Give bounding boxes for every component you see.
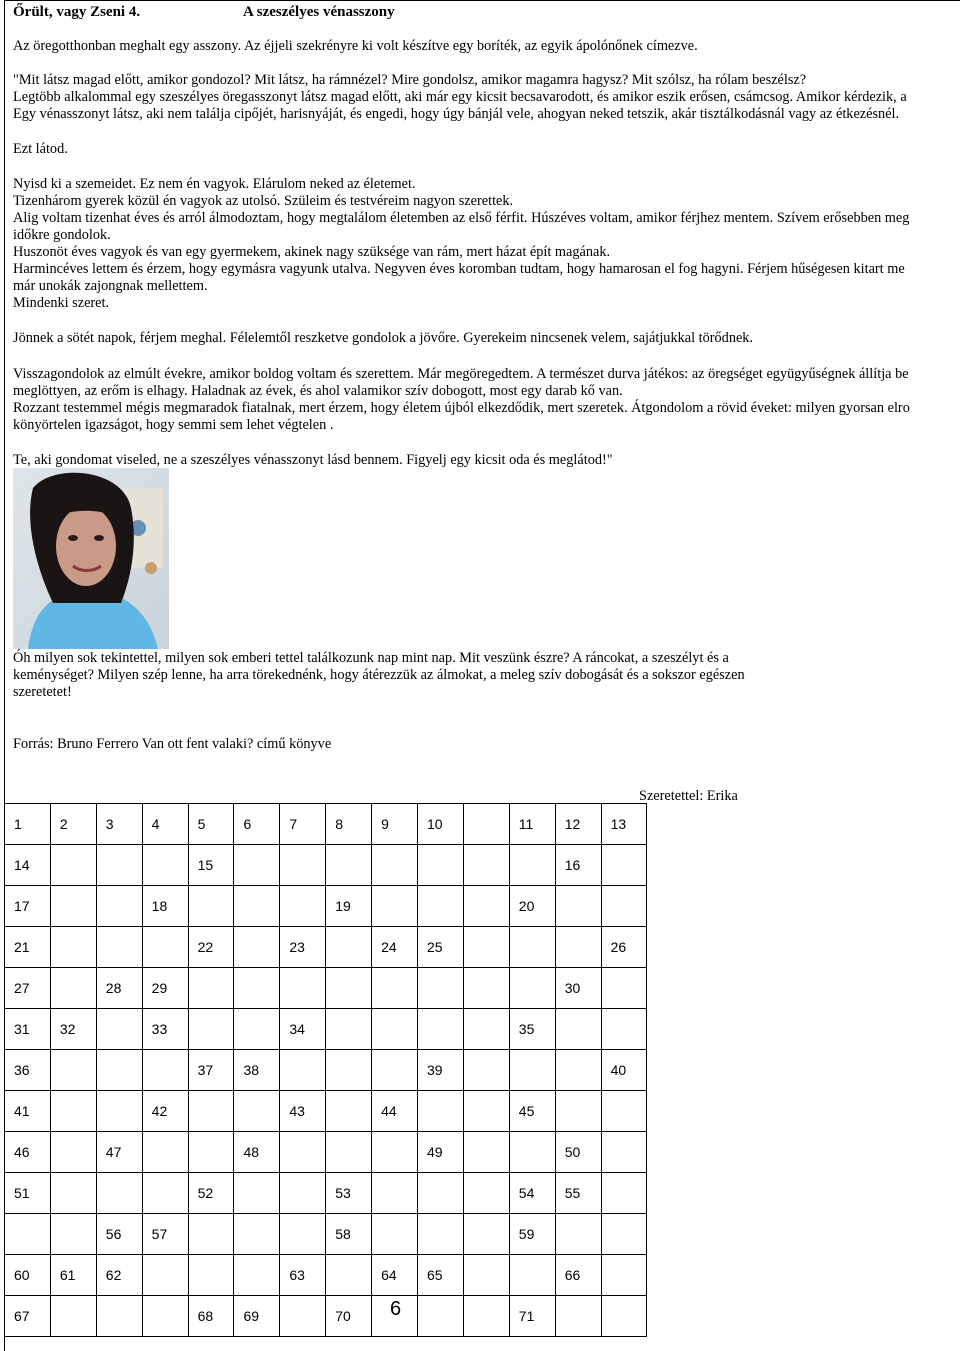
grid-cell <box>418 968 464 1009</box>
grid-cell <box>96 1009 142 1050</box>
text-line: Jönnek a sötét napok, férjem meghal. Félelemtől reszketve gondolok a jövőre. Gyerekeim nincsenek velem, sajátjukkal törődnek. <box>13 330 754 346</box>
grid-cell <box>418 845 464 886</box>
grid-cell <box>372 1132 418 1173</box>
grid-cell <box>463 1091 509 1132</box>
grid-cell <box>372 1214 418 1255</box>
signature-text: Szeretettel: Erika <box>639 788 738 804</box>
grid-cell <box>601 1296 647 1337</box>
grid-cell: 32 <box>50 1009 96 1050</box>
grid-cell: 1 <box>5 804 51 845</box>
grid-cell: 64 <box>372 1255 418 1296</box>
grid-row <box>5 1091 647 1132</box>
grid-cell <box>326 1132 372 1173</box>
grid-cell: 46 <box>5 1132 51 1173</box>
grid-cell <box>463 1255 509 1296</box>
grid-cell: 66 <box>555 1255 601 1296</box>
text-line: már unokák zajongnak mellettem. <box>13 278 208 294</box>
text-line: Óh milyen sok tekintettel, milyen sok emberi tettel találkozunk nap mint nap. Mit veszünk észre? A ráncokat, a szeszélyt és a <box>13 650 729 666</box>
grid-cell: 31 <box>5 1009 51 1050</box>
grid-cell: 61 <box>50 1255 96 1296</box>
page-header <box>13 4 395 21</box>
grid-cell <box>509 1050 555 1091</box>
grid-cell: 35 <box>509 1009 555 1050</box>
grid-cell <box>188 1255 234 1296</box>
grid-cell <box>50 1214 96 1255</box>
grid-cell <box>463 804 509 845</box>
grid-cell <box>234 927 280 968</box>
grid-cell: 67 <box>5 1296 51 1337</box>
grid-cell: 39 <box>418 1050 464 1091</box>
grid-cell <box>463 1050 509 1091</box>
grid-cell <box>96 886 142 927</box>
text-line: Huszonöt éves vagyok és van egy gyermekem, akinek nagy szüksége van rám, mert házat épít magának. <box>13 244 611 260</box>
grid-cell: 52 <box>188 1173 234 1214</box>
grid-cell <box>463 927 509 968</box>
grid-cell <box>326 927 372 968</box>
grid-cell: 10 <box>418 804 464 845</box>
grid-cell <box>601 1255 647 1296</box>
grid-cell <box>96 1091 142 1132</box>
grid-cell: 24 <box>372 927 418 968</box>
grid-cell: 33 <box>142 1009 188 1050</box>
grid-cell: 53 <box>326 1173 372 1214</box>
grid-cell <box>280 1173 326 1214</box>
grid-cell: 14 <box>5 845 51 886</box>
grid-cell: 58 <box>326 1214 372 1255</box>
grid-cell <box>372 1009 418 1050</box>
grid-cell <box>96 1173 142 1214</box>
text-line: meglöttyen, az erőm is elhagy. Haladnak az évek, és ahol valamikor szív dobogott, most egy darab kő van. <box>13 383 623 399</box>
grid-cell <box>280 1214 326 1255</box>
grid-cell <box>372 968 418 1009</box>
grid-cell <box>418 1173 464 1214</box>
grid-cell <box>142 1255 188 1296</box>
text-line: Az öregotthonban meghalt egy asszony. Az éjjeli szekrényre ki volt készítve egy boríték, az egyik ápolónőnek címezve. <box>13 38 698 54</box>
grid-cell <box>142 1296 188 1337</box>
grid-cell <box>96 927 142 968</box>
grid-cell: 54 <box>509 1173 555 1214</box>
grid-cell: 8 <box>326 804 372 845</box>
grid-cell <box>280 1050 326 1091</box>
text-line: időkre gondolok. <box>13 227 111 243</box>
grid-cell <box>601 845 647 886</box>
grid-cell <box>463 1009 509 1050</box>
grid-cell <box>601 968 647 1009</box>
page-number: 6 <box>390 1298 402 1320</box>
grid-cell <box>50 927 96 968</box>
grid-cell: 71 <box>509 1296 555 1337</box>
text-line: "Mit látsz magad előtt, amikor gondozol? Mit látsz, ha rámnézel? Mire gondolsz, amikor magamra hagysz? Mit szólsz, ha rólam beszélsz? <box>13 72 807 88</box>
grid-row <box>5 1009 647 1050</box>
text-line: Harmincéves lettem és érzem, hogy egymásra vagyunk utalva. Negyven éves koromban tudtam, hogy hamarosan el fog hagyni. Férjem hűségesen kitart me <box>13 261 905 277</box>
grid-cell <box>555 1050 601 1091</box>
text-line: Egy vénasszonyt látsz, aki nem találja cipőjét, harisnyáját, és engedi, hogy úgy bánjál vele, ahogyan neked tetszik, akár tisztálkodásnál vagy az étkezésnél. <box>13 106 900 122</box>
grid-cell: 59 <box>509 1214 555 1255</box>
grid-cell: 49 <box>418 1132 464 1173</box>
grid-cell: 48 <box>234 1132 280 1173</box>
grid-cell: 62 <box>96 1255 142 1296</box>
grid-cell <box>50 1132 96 1173</box>
grid-row <box>5 1173 647 1214</box>
grid-row <box>5 968 647 1009</box>
grid-cell <box>280 968 326 1009</box>
grid-cell <box>234 845 280 886</box>
text-line: Visszagondolok az elmúlt évekre, amikor boldog voltam és szerettem. Már megöregedtem. A természet durva játékos: az öregséget együgyűségnek állítja be <box>13 366 909 382</box>
grid-cell: 42 <box>142 1091 188 1132</box>
grid-cell <box>280 886 326 927</box>
text-line: Legtöbb alkalommal egy szeszélyes öregasszonyt látsz magad előtt, aki már egy kicsit becsavarodott, és amikor eszik erősen, csámcsog. Amikor kérdezik, a <box>13 89 907 105</box>
text-line: Mindenki szeret. <box>13 295 110 311</box>
grid-cell <box>188 1214 234 1255</box>
grid-cell <box>601 1091 647 1132</box>
grid-cell <box>326 968 372 1009</box>
grid-cell <box>509 927 555 968</box>
grid-cell: 23 <box>280 927 326 968</box>
grid-cell <box>5 1214 51 1255</box>
grid-cell <box>50 968 96 1009</box>
grid-cell: 21 <box>5 927 51 968</box>
grid-cell <box>463 1173 509 1214</box>
grid-cell: 60 <box>5 1255 51 1296</box>
grid-cell <box>188 968 234 1009</box>
grid-cell <box>188 1132 234 1173</box>
portrait-image <box>13 468 169 649</box>
grid-cell <box>555 886 601 927</box>
grid-row <box>5 927 647 968</box>
text-line: Forrás: Bruno Ferrero Van ott fent valaki? című könyve <box>13 736 332 752</box>
grid-cell <box>234 1091 280 1132</box>
grid-row <box>5 1296 647 1337</box>
grid-cell: 69 <box>234 1296 280 1337</box>
grid-cell <box>555 1296 601 1337</box>
grid-cell <box>142 927 188 968</box>
grid-cell: 40 <box>601 1050 647 1091</box>
grid-cell <box>50 1091 96 1132</box>
grid-cell <box>601 1173 647 1214</box>
grid-row <box>5 1255 647 1296</box>
grid-cell: 28 <box>96 968 142 1009</box>
grid-cell: 12 <box>555 804 601 845</box>
grid-cell: 63 <box>280 1255 326 1296</box>
grid-cell <box>234 886 280 927</box>
grid-cell: 15 <box>188 845 234 886</box>
grid-cell: 2 <box>50 804 96 845</box>
grid-cell <box>509 968 555 1009</box>
grid-cell <box>601 1214 647 1255</box>
grid-cell: 17 <box>5 886 51 927</box>
grid-cell: 38 <box>234 1050 280 1091</box>
grid-cell <box>418 1214 464 1255</box>
grid-cell <box>234 968 280 1009</box>
grid-cell: 13 <box>601 804 647 845</box>
grid-cell <box>418 1009 464 1050</box>
grid-cell <box>280 1296 326 1337</box>
grid-cell <box>463 968 509 1009</box>
grid-cell <box>601 886 647 927</box>
grid-cell <box>418 1296 464 1337</box>
grid-cell <box>463 1214 509 1255</box>
grid-cell: 9 <box>372 804 418 845</box>
grid-cell <box>555 927 601 968</box>
grid-cell <box>234 1214 280 1255</box>
grid-cell: 30 <box>555 968 601 1009</box>
grid-cell <box>50 886 96 927</box>
grid-cell: 27 <box>5 968 51 1009</box>
grid-cell: 29 <box>142 968 188 1009</box>
grid-row <box>5 886 647 927</box>
grid-cell <box>50 1296 96 1337</box>
grid-cell <box>326 1091 372 1132</box>
grid-cell: 47 <box>96 1132 142 1173</box>
grid-cell: 70 <box>326 1296 372 1337</box>
grid-cell: 44 <box>372 1091 418 1132</box>
grid-cell: 68 <box>188 1296 234 1337</box>
grid-cell <box>463 1132 509 1173</box>
grid-cell <box>555 1214 601 1255</box>
story-title: A szeszélyes vénasszony <box>243 4 395 20</box>
grid-cell <box>463 886 509 927</box>
grid-cell <box>326 845 372 886</box>
grid-cell: 26 <box>601 927 647 968</box>
grid-cell: 51 <box>5 1173 51 1214</box>
grid-cell: 6 <box>234 804 280 845</box>
grid-cell: 56 <box>96 1214 142 1255</box>
grid-cell <box>142 1132 188 1173</box>
grid-cell: 50 <box>555 1132 601 1173</box>
text-line: Ezt látod. <box>13 141 68 157</box>
grid-cell: 34 <box>280 1009 326 1050</box>
text-line: Alig voltam tizenhat éves és arról álmodoztam, hogy megtalálom életemben az első férfit. Húszéves voltam, amikor férjhez mentem. Szívem erősebben meg <box>13 210 910 226</box>
grid-cell <box>463 845 509 886</box>
grid-cell: 36 <box>5 1050 51 1091</box>
grid-cell: 43 <box>280 1091 326 1132</box>
grid-cell <box>188 1009 234 1050</box>
grid-cell <box>463 1296 509 1337</box>
grid-cell <box>372 886 418 927</box>
grid-cell: 57 <box>142 1214 188 1255</box>
grid-cell <box>188 1091 234 1132</box>
grid-cell <box>96 845 142 886</box>
grid-cell: 7 <box>280 804 326 845</box>
grid-cell <box>601 1009 647 1050</box>
grid-cell: 5 <box>188 804 234 845</box>
grid-cell <box>326 1255 372 1296</box>
grid-cell <box>372 845 418 886</box>
grid-cell <box>234 1173 280 1214</box>
grid-row <box>5 804 647 845</box>
grid-cell <box>142 1050 188 1091</box>
grid-cell: 45 <box>509 1091 555 1132</box>
grid-cell: 18 <box>142 886 188 927</box>
grid-cell <box>372 1050 418 1091</box>
text-line: szeretetet! <box>13 684 72 700</box>
grid-cell <box>509 845 555 886</box>
text-line: Rozzant testemmel mégis megmaradok fiatalnak, mert érzem, hogy életem újból elkezdődik, mert szeretek. Átgondolom a rövid éveket: milyen gyorsan elro <box>13 400 910 416</box>
grid-cell <box>509 1132 555 1173</box>
grid-cell <box>601 1132 647 1173</box>
grid-cell <box>96 1050 142 1091</box>
grid-cell <box>188 886 234 927</box>
grid-cell <box>509 1255 555 1296</box>
grid-cell: 4 <box>142 804 188 845</box>
grid-cell <box>555 1009 601 1050</box>
grid-cell <box>142 845 188 886</box>
grid-cell: 37 <box>188 1050 234 1091</box>
grid-cell: 65 <box>418 1255 464 1296</box>
grid-cell <box>326 1050 372 1091</box>
grid-cell: 41 <box>5 1091 51 1132</box>
grid-cell <box>234 1255 280 1296</box>
grid-cell: 19 <box>326 886 372 927</box>
grid-cell: 11 <box>509 804 555 845</box>
grid-cell <box>234 1009 280 1050</box>
grid-cell <box>50 1173 96 1214</box>
number-grid <box>4 803 647 1337</box>
grid-row <box>5 1132 647 1173</box>
grid-row <box>5 845 647 886</box>
grid-cell <box>50 1050 96 1091</box>
portrait-photo <box>13 468 169 649</box>
grid-cell: 22 <box>188 927 234 968</box>
grid-cell: 20 <box>509 886 555 927</box>
grid-cell <box>418 886 464 927</box>
text-line: könyörtelen igazságot, hogy semmi sem lehet végtelen . <box>13 417 334 433</box>
grid-cell <box>418 1091 464 1132</box>
text-line: Tizenhárom gyerek közül én vagyok az utolsó. Szüleim és testvéreim nagyon szerettek. <box>13 193 514 209</box>
grid-cell <box>50 845 96 886</box>
text-line: keménységet? Milyen szép lenne, ha arra törekednénk, hogy átérezzük az álmokat, a meleg szív dobogását és a sokszor egészen <box>13 667 745 683</box>
grid-cell: 55 <box>555 1173 601 1214</box>
grid-row <box>5 1214 647 1255</box>
grid-cell <box>142 1173 188 1214</box>
grid-cell <box>555 1091 601 1132</box>
text-line: Te, aki gondomat viseled, ne a szeszélyes vénasszonyt lásd bennem. Figyelj egy kicsit oda és meglátod!" <box>13 452 613 468</box>
grid-cell <box>96 1296 142 1337</box>
grid-cell <box>372 1173 418 1214</box>
grid-cell: 25 <box>418 927 464 968</box>
grid-cell: 16 <box>555 845 601 886</box>
text-line: Nyisd ki a szemeidet. Ez nem én vagyok. Elárulom neked az életemet. <box>13 176 416 192</box>
grid-cell <box>280 1132 326 1173</box>
grid-cell: 3 <box>96 804 142 845</box>
page-title: Őrült, vagy Zseni 4. <box>13 4 141 20</box>
grid-row <box>5 1050 647 1091</box>
grid-cell <box>280 845 326 886</box>
grid-cell <box>326 1009 372 1050</box>
